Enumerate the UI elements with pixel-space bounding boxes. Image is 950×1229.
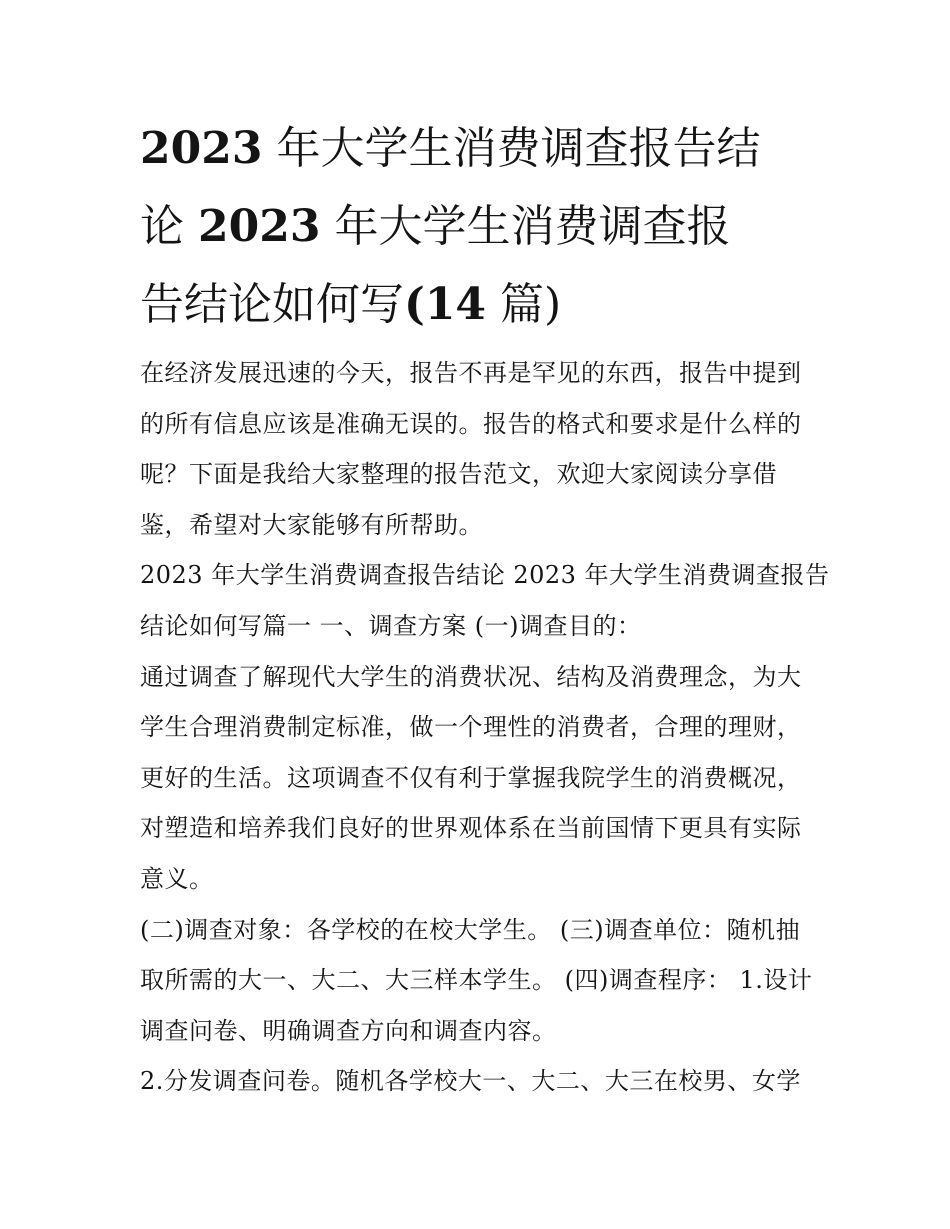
section-heading-paragraph bbox=[140, 550, 830, 651]
title-line: 2023 年大学生消费调查报告结 bbox=[140, 123, 761, 174]
text-line: 呢？下面是我给大家整理的报告范文，欢迎大家阅读分享借 bbox=[140, 460, 777, 489]
text-line: (二)调查对象：各学校的在校大学生。 (三)调查单位：随机抽 bbox=[140, 915, 801, 944]
text-line: 通过调查了解现代大学生的消费状况、结构及消费理念，为大 bbox=[140, 662, 802, 691]
title-line: 论 2023 年大学生消费调查报 bbox=[140, 201, 731, 252]
text-line: 结论如何写篇一 一、调查方案 (一)调查目的： bbox=[140, 611, 642, 640]
text-line: 的所有信息应该是准确无误的。报告的格式和要求是什么样的 bbox=[140, 409, 802, 438]
text-line: 对塑造和培养我们良好的世界观体系在当前国情下更具有实际 bbox=[140, 814, 802, 843]
text-line: 取所需的大一、大二、大三样本学生。 (四)调查程序： 1.设计 bbox=[140, 966, 813, 995]
text-line: 2023 年大学生消费调查报告结论 2023 年大学生消费调查报告 bbox=[140, 561, 830, 590]
text-line: 2.分发调查问卷。随机各学校大一、大二、大三在校男、女学 bbox=[140, 1067, 801, 1096]
text-line: 更好的生活。这项调查不仅有利于掌握我院学生的消费概况， bbox=[140, 763, 802, 792]
text-line: 意义。 bbox=[140, 864, 214, 893]
text-line: 鉴，希望对大家能够有所帮助。 bbox=[140, 510, 483, 539]
text-line: 学生合理消费制定标准，做一个理性的消费者，合理的理财， bbox=[140, 713, 802, 742]
text-line: 调查问卷、明确调查方向和调查内容。 bbox=[140, 1016, 557, 1045]
text-line: 在经济发展迅速的今天，报告不再是罕见的东西，报告中提到 bbox=[140, 359, 802, 387]
distribution-paragraph bbox=[140, 1056, 820, 1107]
survey-details-paragraph bbox=[140, 905, 820, 1057]
purpose-paragraph bbox=[140, 652, 820, 905]
document-title bbox=[140, 110, 820, 344]
document-page bbox=[140, 110, 830, 1107]
intro-paragraph bbox=[140, 348, 820, 550]
title-line: 告结论如何写(14 篇) bbox=[140, 279, 562, 330]
